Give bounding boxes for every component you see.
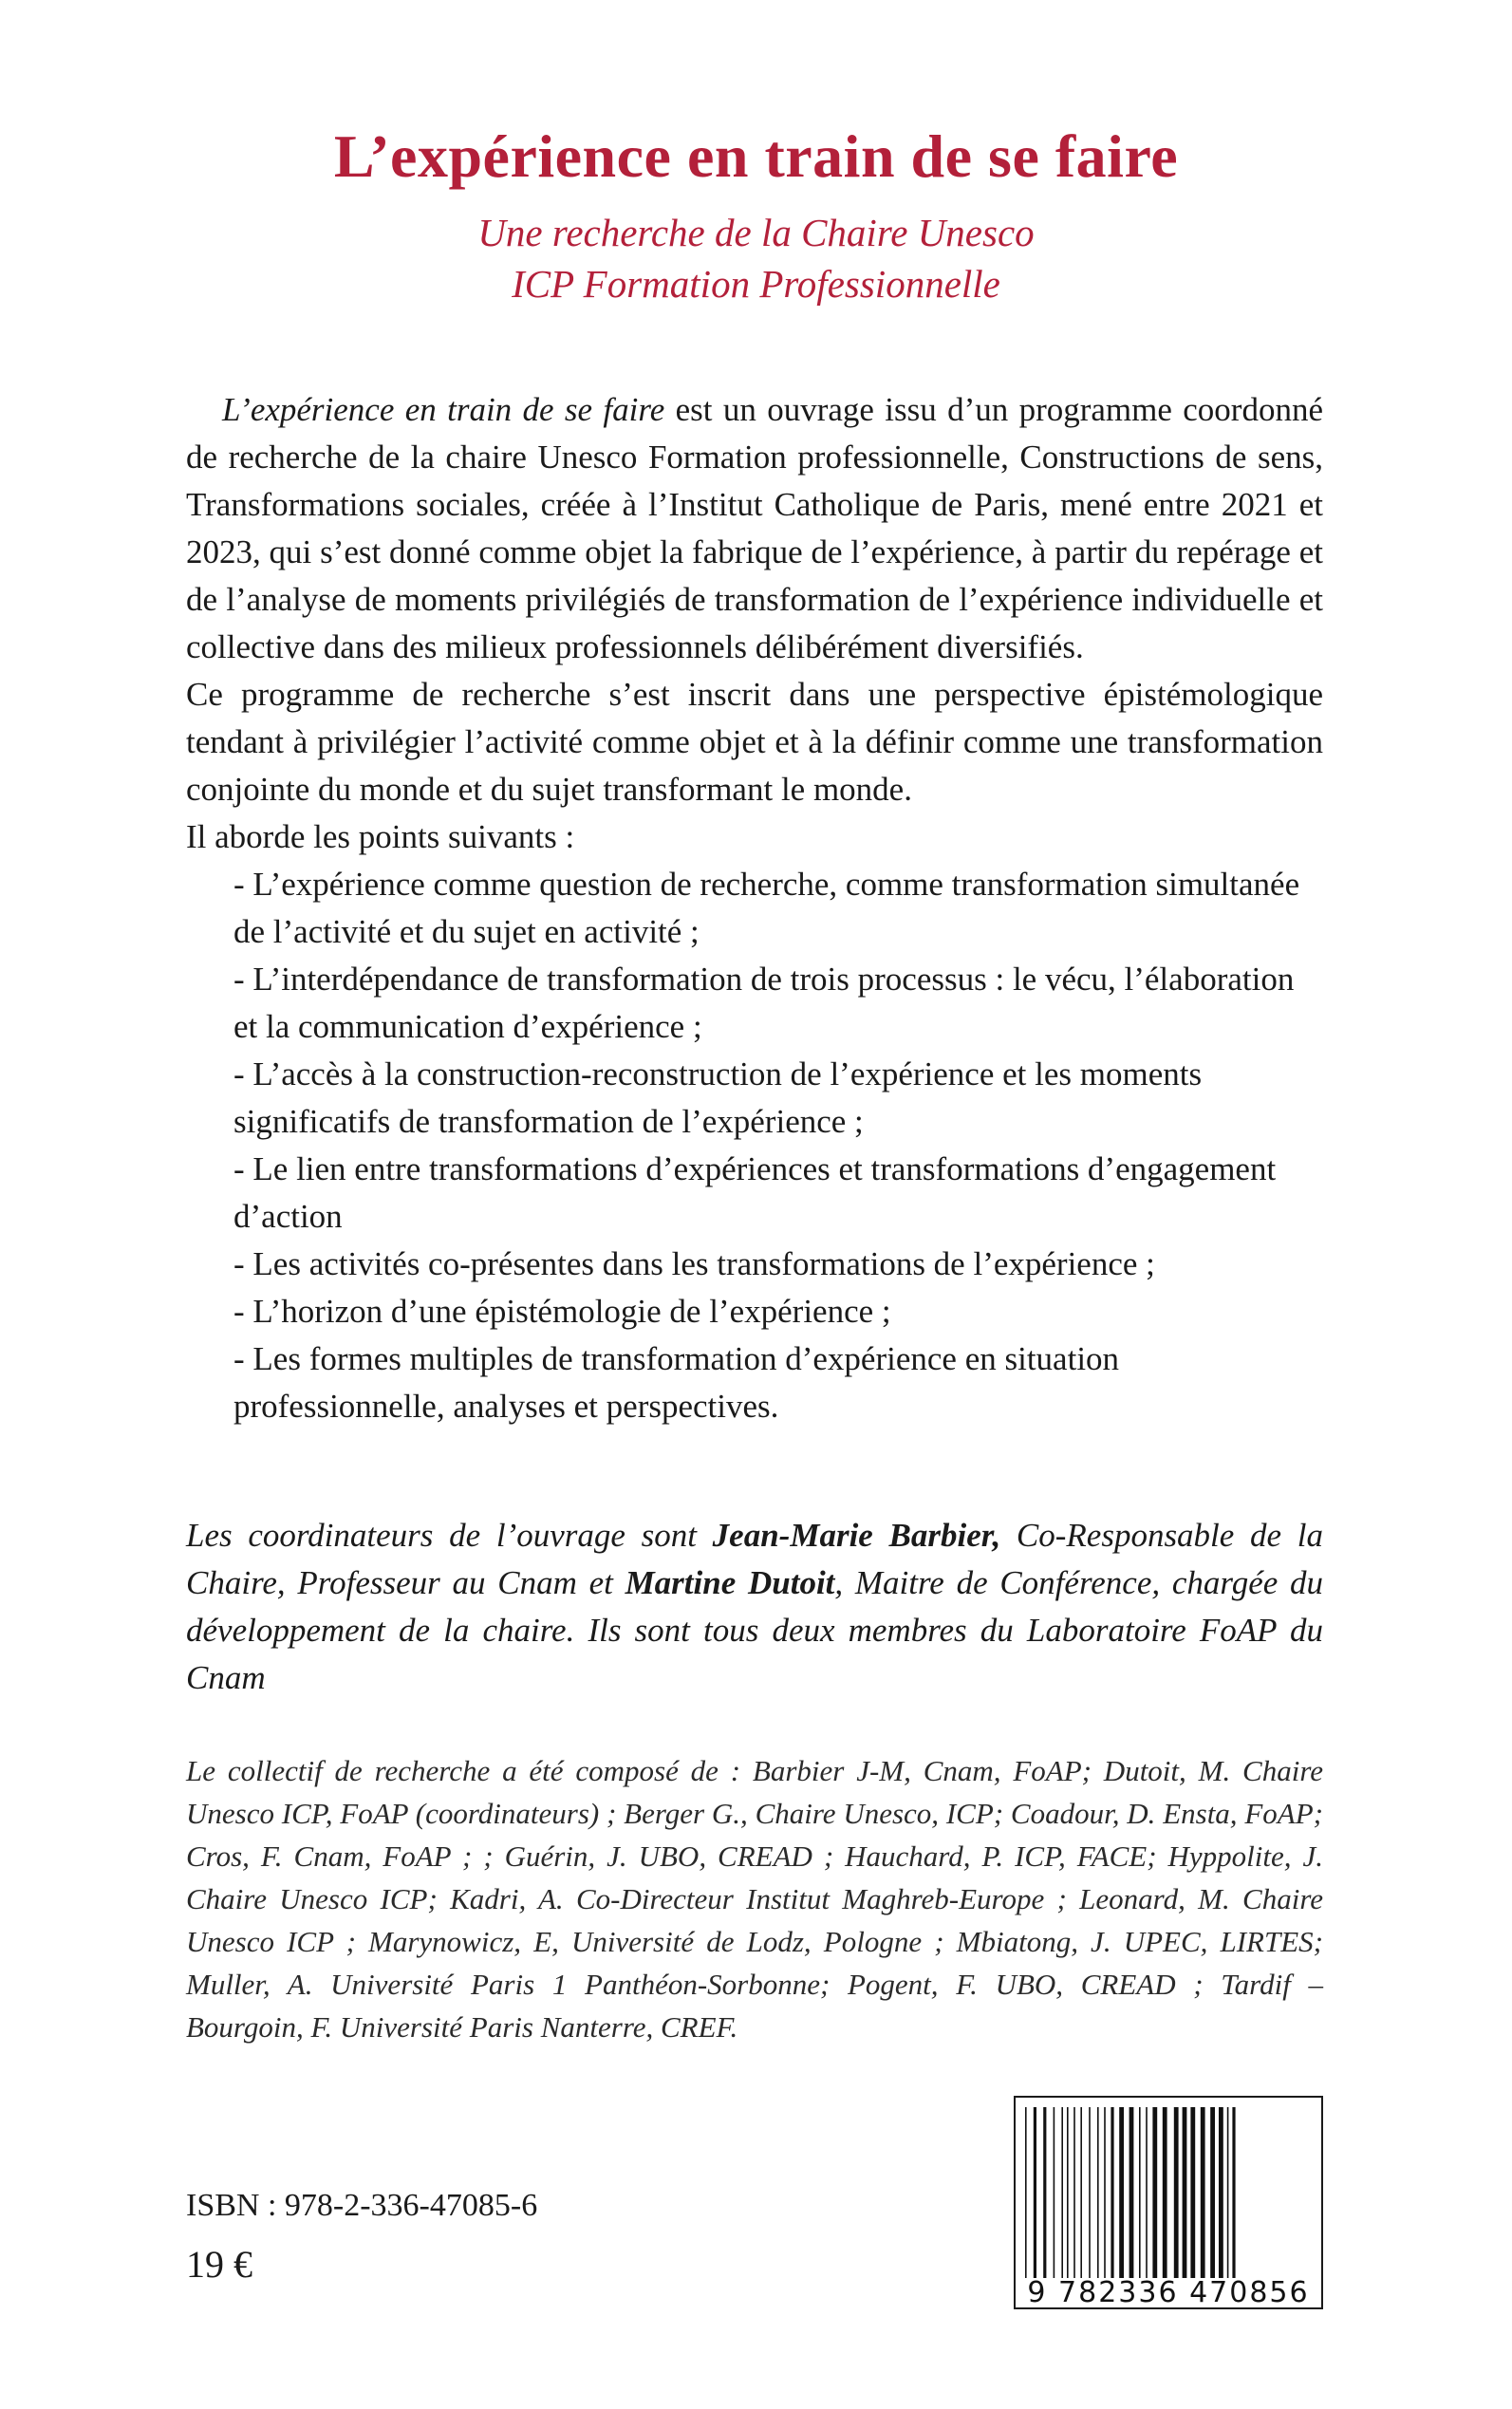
barcode-bar	[1054, 2107, 1055, 2278]
coordinator-name-2: Martine Dutoit	[625, 1564, 835, 1601]
coordinators-text-1: Les coordinateurs de l’ouvrage sont	[186, 1517, 713, 1554]
barcode-bar	[1073, 2107, 1075, 2278]
isbn-label: ISBN : 978-2-336-47085-6	[186, 2188, 538, 2223]
barcode-bar	[1025, 2107, 1027, 2278]
list-item: - Les formes multiples de transformation d’expérience en situation professionnelle, analyses et perspectives.	[233, 1340, 1120, 1425]
price-label: 19 €	[186, 2243, 252, 2286]
list-item: - Le lien entre transformations d’expériences et transformations d’engagement d’action	[233, 1150, 1277, 1235]
barcode-bar	[1061, 2107, 1063, 2278]
book-subtitle	[0, 207, 1512, 309]
barcode-bar	[1163, 2107, 1167, 2278]
barcode-bar	[1190, 2107, 1195, 2278]
coordinator-name-1: Jean-Marie Barbier,	[712, 1517, 1001, 1554]
barcode-bar	[1080, 2107, 1082, 2278]
barcode-bar	[1219, 2107, 1223, 2278]
barcode-bar	[1111, 2107, 1113, 2278]
research-collective-paragraph: Le collectif de recherche a été composé de : Barbier J-M, Cnam, FoAP; Dutoit, M. Chaire Unesco ICP, FoAP (coordinateurs) ; Berger G., Chaire Unesco, ICP; Coadour, D. Ensta, FoAP; Cros, F. Cnam, FoAP ; ; Guérin, J. UBO, CREAD ; Hauchard, P. ICP, FACE; Hyppolite, J. Chaire Unesco ICP; Kadri, A. Co-Directeur Institut Maghreb-Europe ; Leonard, M. Chaire Unesco ICP ; Marynowicz, E, Université de Lodz, Pologne ; Mbiatong, J. UPEC, LIRTES; Muller, A. Université Paris 1 Panthéon-Sorbonne; Pogent, F. UBO, CREAD ; Tardif – Bourgoin, F. Université Paris Nanterre, CREF.	[186, 1754, 1323, 2044]
barcode-bar	[1139, 2107, 1141, 2278]
summary-paragraph-2: Ce programme de recherche s’est inscrit dans une perspective épistémologique tendant à privilégier l’activité comme objet et à la définir comme une transformation conjointe du monde et du sujet transformant le monde.	[186, 676, 1323, 808]
barcode-bar	[1104, 2107, 1106, 2278]
list-item: - L’accès à la construction-reconstruction de l’expérience et les moments significatifs de transformation de l’expérience ;	[233, 1055, 1203, 1140]
coordinators-paragraph	[186, 1512, 1323, 1702]
list-item: - L’interdépendance de transformation de trois processus : le vécu, l’élaboration et la communication d’expérience ;	[233, 961, 1295, 1045]
barcode-bar	[1119, 2107, 1124, 2278]
coordinators-text-2: Co-Responsable de la Chaire, Professeur au Cnam et	[186, 1517, 1323, 1601]
summary-paragraph-3: Il aborde les points suivants :	[186, 818, 575, 855]
barcode-bar	[1089, 2107, 1091, 2278]
barcode-bar	[1183, 2107, 1187, 2278]
summary-text	[186, 386, 1323, 1430]
barcode-bars	[1023, 2107, 1316, 2278]
subtitle-line-2: ICP Formation Professionnelle	[512, 262, 1000, 306]
barcode-bar	[1210, 2107, 1215, 2278]
barcode-bar	[1174, 2107, 1179, 2278]
barcode-bar	[1152, 2107, 1157, 2278]
barcode-number: 9 782336 470856	[1027, 2276, 1310, 2309]
subtitle-line-1: Une recherche de la Chaire Unesco	[477, 211, 1035, 254]
barcode-bar	[1067, 2107, 1069, 2278]
book-title-inline: L’expérience en train de se faire	[222, 391, 665, 428]
barcode-bar	[1232, 2107, 1235, 2278]
book-title: L’expérience en train de se faire	[333, 122, 1179, 190]
coordinators-text-3: , Maitre de Conférence, chargée du développement de la chaire. Ils sont tous deux membres du Laboratoire FoAP du Cnam	[186, 1564, 1323, 1696]
summary-paragraph-1	[186, 386, 1323, 671]
barcode-bar	[1146, 2107, 1148, 2278]
barcode-bar	[1129, 2107, 1134, 2278]
barcode-bar	[1043, 2107, 1046, 2278]
list-item: - L’horizon d’une épistémologie de l’expérience ;	[233, 1293, 891, 1330]
list-item: - L’expérience comme question de recherche, comme transformation simultanée de l’activité et du sujet en activité ;	[233, 866, 1300, 950]
barcode-bar	[1201, 2107, 1205, 2278]
summary-paragraph-1-text: est un ouvrage issu d’un programme coordonné de recherche de la chaire Unesco Formation professionnelle, Constructions de sens, Transformations sociales, créée à l’Institut Catholique de Paris, mené entre 2021 et 2023, qui s’est donné comme objet la fabrique de l’expérience, à partir du repérage et de l’analyse de moments privilégiés de transformation de l’expérience individuelle et collective dans des milieux professionnels délibérément diversifiés.	[186, 391, 1323, 665]
topics-list	[186, 861, 1323, 1430]
barcode-bar	[1097, 2107, 1099, 2278]
list-item: - Les activités co-présentes dans les transformations de l’expérience ;	[233, 1245, 1155, 1282]
barcode-bar	[1227, 2107, 1229, 2278]
barcode-bar	[1034, 2107, 1036, 2278]
